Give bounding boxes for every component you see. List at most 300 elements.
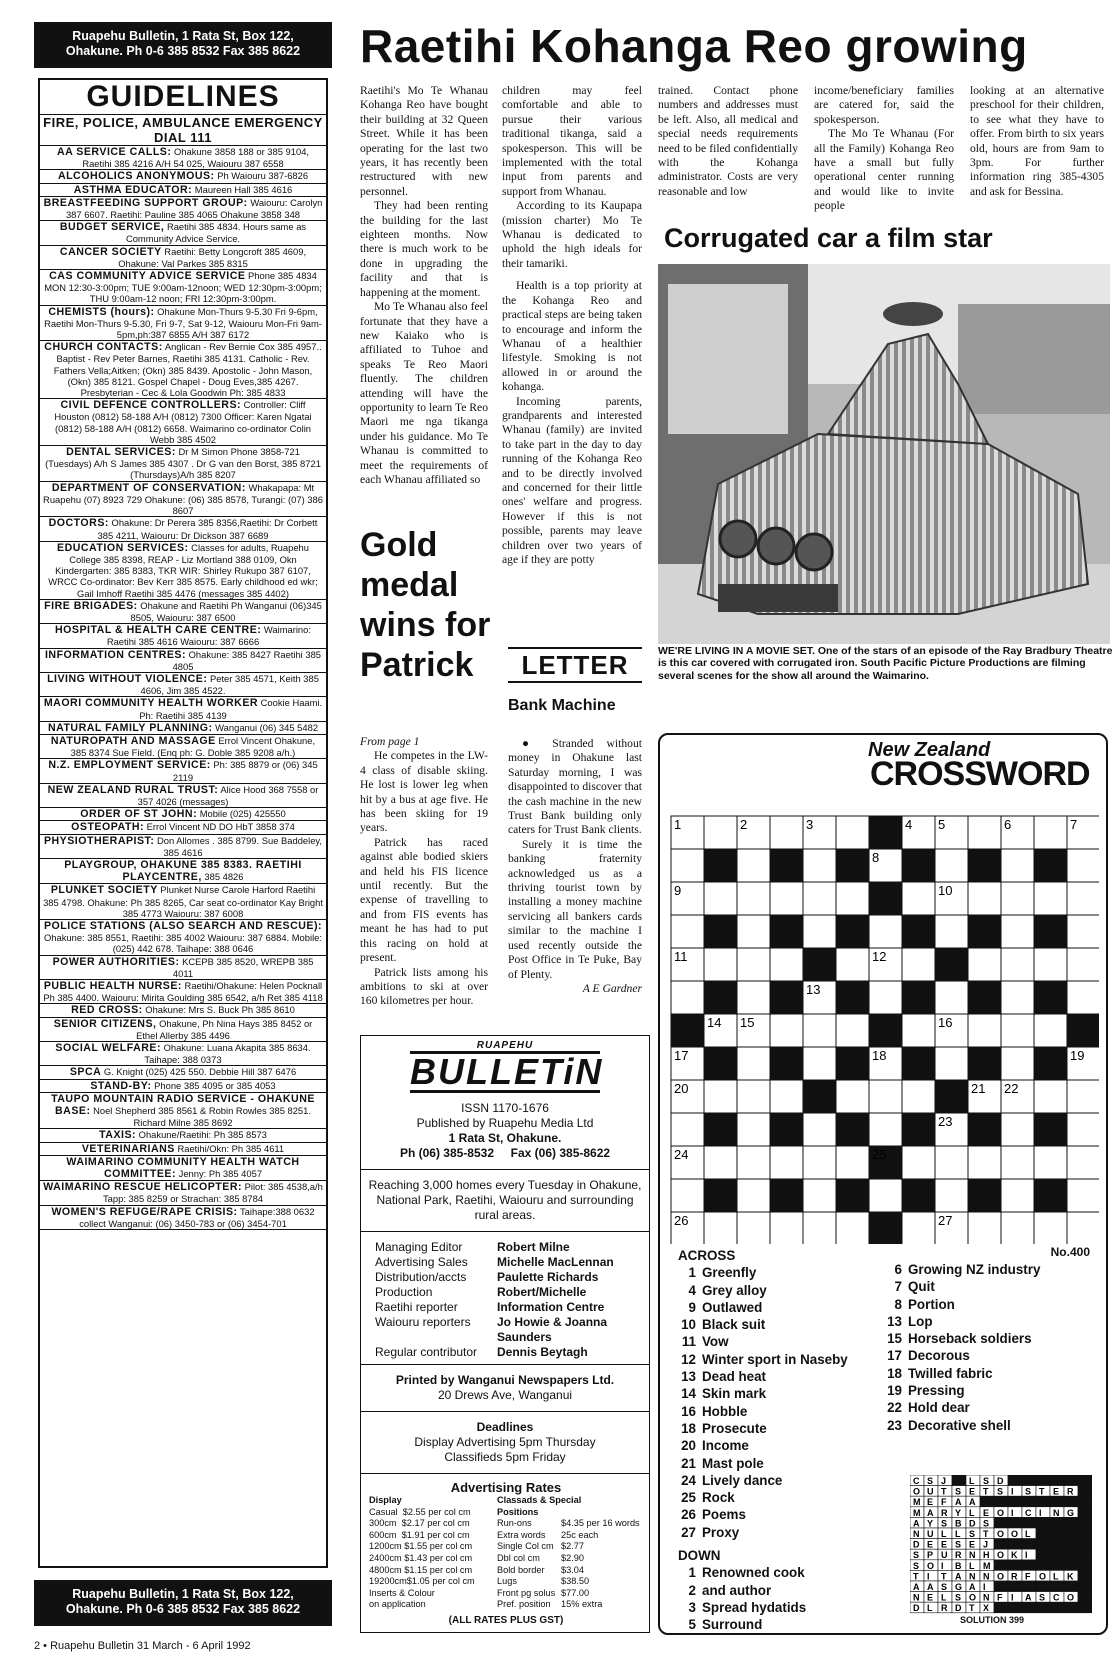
clue-text: Income — [702, 1438, 749, 1454]
clue — [884, 1261, 1100, 1278]
solution-letter: N — [913, 1592, 920, 1603]
solution-letter: S — [955, 1539, 962, 1550]
solution-letter: L — [969, 1507, 975, 1518]
clue-number: 16 — [681, 1403, 696, 1419]
grid-cell[interactable] — [968, 1146, 1001, 1179]
rate-row — [497, 1576, 643, 1588]
clue — [678, 1368, 888, 1385]
grid-cell[interactable] — [1034, 1014, 1067, 1047]
solution-letter: F — [1025, 1571, 1031, 1582]
grid-cell[interactable] — [902, 1212, 935, 1244]
grid-cell[interactable] — [704, 882, 737, 915]
guideline-heading: ASTHMA EDUCATOR: — [73, 183, 193, 196]
grid-cell[interactable] — [737, 1146, 770, 1179]
clue — [678, 1489, 888, 1506]
guideline-text: Pilot: 385 4538,a/h Tapp: 385 8259 or Strachan: 385 8784 — [102, 1181, 323, 1205]
guideline-entry — [40, 184, 326, 197]
guideline-heading: WOMEN'S REFUGE/RAPE CRISIS: — [51, 1205, 238, 1218]
clue-text: Vow — [702, 1334, 729, 1350]
rate-item: Dbl col cm — [497, 1552, 540, 1563]
staff-role: Regular contributor — [375, 1345, 478, 1359]
bulletin-logo: BULLETiN — [410, 1051, 604, 1092]
rates-heading: Advertising Rates — [450, 1480, 562, 1495]
grid-cell[interactable] — [935, 915, 968, 948]
guideline-heading: NATUROPATH AND MASSAGE — [50, 734, 216, 747]
grid-cell[interactable] — [671, 1113, 704, 1146]
clue-number: 26 — [681, 1507, 696, 1523]
black-square — [869, 882, 902, 915]
grid-cell[interactable] — [935, 1047, 968, 1080]
grid-cell[interactable] — [1001, 849, 1034, 882]
grid-cell[interactable] — [968, 816, 1001, 849]
grid-cell[interactable] — [1067, 882, 1099, 915]
grid-cell[interactable] — [1034, 882, 1067, 915]
grid-cell[interactable] — [704, 1146, 737, 1179]
grid-cell[interactable] — [704, 1212, 737, 1244]
grid-cell[interactable] — [836, 948, 869, 981]
grid-cell[interactable] — [803, 1047, 836, 1080]
guideline-text: Whakapapa: Mt Ruapehu (07) 8923 729 Ohakune: (06) 385 8578, Turangi: (07) 386 8607 — [43, 481, 323, 517]
guideline-heading: DEPARTMENT OF CONSERVATION: — [51, 481, 246, 494]
film-headline: Corrugated car a film star — [664, 223, 993, 253]
clue — [884, 1347, 1100, 1364]
grid-cell[interactable] — [902, 948, 935, 981]
clue-number: 22 — [887, 1400, 902, 1416]
grid-cell[interactable] — [803, 882, 836, 915]
solution-letter: O — [927, 1560, 935, 1571]
grid-cell[interactable] — [737, 915, 770, 948]
grid-cell[interactable] — [704, 1080, 737, 1113]
clue-text: Hobble — [702, 1403, 748, 1419]
paragraph: ● Stranded without money in Ohakune last Saturday morning, I was disappointed to discover that the cash machine in the new Trust Bank building only caters for Trust Bank clients. — [508, 737, 642, 837]
solution-letter: I — [1025, 1550, 1028, 1561]
solution-letter: A — [955, 1571, 962, 1582]
solution-cell — [1078, 1528, 1092, 1539]
down-heading: DOWN — [678, 1548, 721, 1564]
guideline-entry — [40, 221, 326, 245]
cell-number: 1 — [674, 817, 682, 832]
grid-cell[interactable] — [968, 882, 1001, 915]
grid-cell[interactable] — [1034, 1080, 1067, 1113]
grid-cell[interactable] — [737, 948, 770, 981]
letter-heading: LETTER — [508, 647, 642, 683]
guideline-entry — [40, 784, 326, 808]
cell-number: 18 — [872, 1048, 887, 1063]
clue-text: Twilled fabric — [908, 1365, 993, 1381]
rate-row — [497, 1588, 643, 1600]
clue-text: Black suit — [702, 1317, 766, 1333]
black-square — [704, 849, 737, 882]
grid-cell[interactable] — [935, 1179, 968, 1212]
guideline-heading: NEW ZEALAND RURAL TRUST: — [47, 783, 219, 796]
grid-cell[interactable] — [902, 1146, 935, 1179]
solution-letter: E — [983, 1507, 990, 1518]
grid-cell[interactable] — [1034, 816, 1067, 849]
solution-letter: S — [983, 1518, 990, 1529]
cell-number: 25 — [872, 1147, 887, 1162]
solution-letter: E — [969, 1539, 976, 1550]
grid-cell[interactable] — [1001, 882, 1034, 915]
grid-cell[interactable] — [836, 1212, 869, 1244]
paragraph: Incoming parents, grandparents and interested Whanau (family) are invited to take part in the day to day running of the Kohanga Reo and to be directly involved and concerned for their little ones' welfare and progress. However if this is not possible, parents may leave children over two years of age if they are potty — [502, 394, 642, 566]
guideline-entry — [40, 482, 326, 518]
grid-cell[interactable] — [869, 1080, 902, 1113]
grid-cell[interactable] — [770, 1080, 803, 1113]
cell-number: 19 — [1070, 1048, 1085, 1063]
staff-name: Dennis Beytagh — [497, 1345, 588, 1359]
guideline-text: Ohakune Mon-Thurs 9-5.30 Fri 9-6pm, Raetihi Mon-Thurs 9-5.30, Fri 9-7, Sat 9-12, Waiouru Mon-Fri 9am-5pm,ph:387 6855 A/H 387 6172 — [44, 305, 322, 341]
crossword-grid[interactable] — [670, 815, 1099, 1244]
grid-cell[interactable] — [968, 1212, 1001, 1244]
kohanga-col-3 — [658, 84, 798, 199]
grid-cell[interactable] — [1067, 1179, 1099, 1212]
solution-letter: T — [941, 1486, 947, 1497]
staff-row — [375, 1315, 643, 1345]
black-square — [704, 981, 737, 1014]
grid-cell[interactable] — [704, 816, 737, 849]
black-square — [1034, 1113, 1067, 1146]
grid-cell[interactable] — [935, 1146, 968, 1179]
staff-name: Paulette Richards — [497, 1270, 599, 1284]
kohanga-col-2 — [502, 84, 642, 567]
clue-number: 21 — [681, 1455, 696, 1471]
solution-letter: I — [927, 1571, 930, 1582]
crossword-panel — [658, 733, 1108, 1635]
solution-letter: F — [941, 1497, 947, 1508]
paragraph: trained. Contact phone numbers and addresses must be left. Also, all medical and special needs requirements need to be filed confidentially with the Kohanga administrator. Costs are very reasonable and low — [658, 84, 798, 198]
paragraph: Raetihi's Mo Te Whanau Kohanga Reo have bought their building at 32 Queen Street. While it has been operating for the last two years, it has recently been restructured with new personnel. — [360, 84, 488, 198]
black-square — [968, 1047, 1001, 1080]
solution-cell — [1078, 1602, 1092, 1613]
staff-role: Waiouru reporters — [375, 1315, 471, 1329]
black-square — [704, 915, 737, 948]
guideline-entry — [40, 759, 326, 783]
grid-cell[interactable] — [836, 882, 869, 915]
guideline-entry — [40, 624, 326, 648]
solution-letter: O — [997, 1529, 1005, 1539]
grid-cell[interactable] — [1001, 1014, 1034, 1047]
page-footer: 2 • Ruapehu Bulletin 31 March - 6 April 1992 — [34, 1640, 251, 1652]
grid-cell[interactable] — [1067, 981, 1099, 1014]
rate-price: $38.50 — [561, 1576, 590, 1587]
solution-cell — [1064, 1560, 1078, 1571]
phone-fax: Ph (06) 385-8532 Fax (06) 385-8622 — [399, 1146, 611, 1160]
solution-letter: I — [1039, 1507, 1042, 1518]
solution-letter: D — [969, 1518, 976, 1529]
solution-letter: N — [983, 1571, 990, 1582]
grid-cell[interactable] — [803, 849, 836, 882]
staff-row — [375, 1285, 643, 1300]
letter-body — [508, 737, 642, 996]
black-square — [1034, 915, 1067, 948]
grid-cell[interactable] — [1067, 1146, 1099, 1179]
solution-cell — [1008, 1560, 1022, 1571]
grid-cell[interactable] — [803, 1014, 836, 1047]
guideline-text: Alice Hood 368 7558 or 357 4026 (messages) — [137, 783, 319, 807]
clue-text: Hold dear — [908, 1400, 970, 1416]
guideline-entry — [40, 1080, 326, 1093]
solution-cell — [1078, 1560, 1092, 1571]
guideline-entry — [40, 1206, 326, 1230]
guideline-heading: ORDER OF ST JOHN: — [80, 808, 198, 821]
guideline-entry — [40, 722, 326, 735]
black-square — [1034, 849, 1067, 882]
grid-cell[interactable] — [803, 1113, 836, 1146]
clue-text: Greenfly — [702, 1265, 757, 1281]
solution-cell — [1050, 1560, 1064, 1571]
grid-cell[interactable] — [1001, 1212, 1034, 1244]
grid-cell[interactable] — [1067, 1212, 1099, 1244]
solution-cell — [1036, 1496, 1050, 1507]
guideline-heading: ALCOHOLICS ANONYMOUS: — [57, 170, 215, 183]
guideline-heading: LIVING WITHOUT VIOLENCE: — [47, 672, 208, 685]
guideline-heading: WAIMARINO RESCUE HELICOPTER: — [43, 1181, 242, 1194]
grid-cell[interactable] — [1034, 1212, 1067, 1244]
guideline-heading: PUBLIC HEALTH NURSE: — [43, 980, 182, 993]
grid-cell[interactable] — [902, 1080, 935, 1113]
clue-text: Lively dance — [702, 1472, 783, 1488]
grid-cell[interactable] — [869, 1179, 902, 1212]
clue-text: Outlawed — [702, 1299, 763, 1315]
grid-cell[interactable] — [902, 882, 935, 915]
grid-cell[interactable] — [803, 1146, 836, 1179]
black-square — [770, 915, 803, 948]
grid-cell[interactable] — [704, 948, 737, 981]
gold-article — [360, 735, 488, 1009]
grid-cell[interactable] — [803, 1179, 836, 1212]
solution-letter: O — [1011, 1529, 1019, 1539]
grid-cell[interactable] — [770, 1014, 803, 1047]
clue-text: Spread hydatids — [702, 1599, 807, 1615]
grid-cell[interactable] — [836, 1080, 869, 1113]
solution-letter: B — [955, 1560, 962, 1571]
solution-cell — [1078, 1517, 1092, 1528]
solution-cell — [1078, 1486, 1092, 1497]
guideline-entry — [40, 1042, 326, 1066]
rate-row: on application — [369, 1599, 426, 1610]
grid-cell[interactable] — [737, 1212, 770, 1244]
contact-line-2: Ohakune. Ph 0-6 385 8532 Fax 385 8622 — [65, 44, 301, 58]
solution-letter: L — [1053, 1571, 1059, 1582]
grid-cell[interactable] — [1001, 1179, 1034, 1212]
rate-row — [497, 1541, 643, 1553]
grid-cell[interactable] — [1067, 948, 1099, 981]
guideline-heading: CIVIL DEFENCE CONTROLLERS: — [60, 399, 242, 412]
guideline-entry — [40, 884, 326, 920]
grid-cell[interactable] — [1067, 1113, 1099, 1146]
grid-cell[interactable] — [1001, 948, 1034, 981]
logo-small: RUAPEHU — [476, 1040, 534, 1051]
grid-cell[interactable] — [803, 915, 836, 948]
guideline-entry — [40, 446, 326, 482]
paragraph: Mo Te Whanau also feel fortunate that they have a new Kaiako who is affiliated to Tuhoe and speaks Te Reo Maori fluently. The children attending will have the opportunity to learn Te Reo Maori me nga tikanga under his guidance. Mo Te Whanau is committed to meet the requirements of each Whanau affiliated so — [360, 300, 488, 486]
grid-cell[interactable] — [737, 981, 770, 1014]
solution-letter: A — [969, 1497, 976, 1508]
cell-number: 6 — [1004, 817, 1012, 832]
guideline-heading: SOCIAL WELFARE: — [55, 1042, 161, 1055]
grid-cell[interactable] — [671, 1179, 704, 1212]
clue-number: 2 — [688, 1582, 696, 1598]
solution-letter: E — [1053, 1486, 1060, 1497]
black-square — [968, 981, 1001, 1014]
solution-letter: A — [1025, 1592, 1032, 1603]
grid-cell[interactable] — [836, 1014, 869, 1047]
black-square — [1034, 981, 1067, 1014]
paragraph: looking at an alternative preschool for their children, to see what they have to offer. From birth to six years old, hours are from 9am to 3pm. For further information ring 385-4305 and ask for Bessina. — [970, 84, 1104, 198]
solution-cell — [1008, 1581, 1022, 1592]
solution-letter: A — [955, 1497, 962, 1508]
black-square — [704, 1179, 737, 1212]
grid-cell[interactable] — [836, 1146, 869, 1179]
grid-cell[interactable] — [770, 1146, 803, 1179]
solution-letter: A — [927, 1507, 934, 1518]
grid-cell[interactable] — [770, 1212, 803, 1244]
guideline-text: Noel Shepherd 385 8561 & Robin Rowles 385 8251. Richard Milne 385 8692 — [90, 1105, 311, 1129]
staff-name: Robert Milne — [497, 1240, 570, 1254]
black-square — [704, 1113, 737, 1146]
paragraph: income/beneficiary families are catered for, said the spokesperson. — [814, 84, 954, 126]
cell-number: 4 — [905, 817, 913, 832]
solution-cell — [1022, 1560, 1036, 1571]
grid-cell[interactable] — [1001, 1146, 1034, 1179]
guideline-entry — [40, 1066, 326, 1079]
display-rates — [369, 1495, 497, 1611]
clue-text: Winter sport in Naseby — [702, 1351, 848, 1367]
guideline-heading: TAXIS: — [99, 1129, 137, 1142]
black-square — [968, 1179, 1001, 1212]
solution-cell — [1050, 1475, 1064, 1486]
rate-item: Bold border — [497, 1564, 545, 1575]
grid-cell[interactable] — [737, 1047, 770, 1080]
rate-item: Single Col cm — [497, 1541, 554, 1552]
guideline-entry — [40, 170, 326, 183]
guideline-entry — [40, 341, 326, 399]
grid-cell[interactable] — [671, 981, 704, 1014]
solution-cell — [1078, 1549, 1092, 1560]
grid-cell[interactable] — [1001, 1047, 1034, 1080]
solution-letter: C — [1025, 1507, 1032, 1518]
staff-name: Information Centre — [497, 1300, 605, 1314]
clue — [678, 1524, 888, 1541]
solution-cell — [994, 1581, 1008, 1592]
clue-text: Pressing — [908, 1383, 965, 1399]
grid-cell[interactable] — [836, 816, 869, 849]
clue-number: 18 — [681, 1420, 696, 1436]
guideline-entry — [40, 1004, 326, 1017]
clue — [678, 1403, 888, 1420]
staff-row — [375, 1300, 643, 1315]
grid-cell[interactable] — [671, 915, 704, 948]
grid-cell[interactable] — [737, 1179, 770, 1212]
solution-cell — [1050, 1602, 1064, 1613]
clue-text: Decorous — [908, 1348, 970, 1364]
grid-cell[interactable] — [1001, 915, 1034, 948]
guideline-entry — [40, 980, 326, 1004]
grid-cell[interactable] — [869, 981, 902, 1014]
grid-cell[interactable] — [737, 1113, 770, 1146]
solution-cell — [1008, 1539, 1022, 1550]
grid-cell[interactable] — [737, 849, 770, 882]
clue-number: 1 — [688, 1565, 696, 1581]
grid-cell[interactable] — [968, 948, 1001, 981]
grid-cell[interactable] — [803, 1212, 836, 1244]
grid-cell[interactable] — [671, 849, 704, 882]
grid-cell[interactable] — [1034, 1146, 1067, 1179]
solution-letter: P — [927, 1550, 934, 1561]
clue-text: Surround — [702, 1617, 763, 1633]
grid-cell[interactable] — [1001, 1113, 1034, 1146]
grid-cell[interactable] — [737, 1080, 770, 1113]
grid-cell[interactable] — [968, 1014, 1001, 1047]
guideline-text: Ohakune: Luana Akapita 385 8634. Taihape: 388 0373 — [144, 1042, 311, 1066]
solution-cell — [1064, 1581, 1078, 1592]
guideline-entry — [40, 1143, 326, 1156]
solution-letter: O — [1039, 1571, 1047, 1582]
grid-cell[interactable] — [1067, 849, 1099, 882]
solution-cell — [1050, 1517, 1064, 1528]
solution-letter: M — [983, 1560, 991, 1571]
solution-letter: O — [913, 1486, 921, 1497]
caption-lead: WE'RE LIVING IN A MOVIE SET. — [658, 645, 815, 657]
guideline-heading: NATURAL FAMILY PLANNING: — [47, 721, 213, 734]
guideline-heading: FIRE, POLICE, AMBULANCE EMERGENCY DIAL 111 — [43, 115, 323, 145]
black-square — [836, 1113, 869, 1146]
grid-cell[interactable] — [1034, 948, 1067, 981]
guideline-entry — [40, 673, 326, 697]
clue-number: 5 — [688, 1617, 696, 1633]
grid-cell[interactable] — [1001, 981, 1034, 1014]
clue-text: Prosecute — [702, 1420, 767, 1436]
guideline-text: Ohakune: 385 8551, Raetihi: 385 4002 Waiouru: 387 6884. Mobile: (025) 442 678. Taihape: 388 0646 — [44, 932, 322, 955]
guideline-heading: VETERINARIANS — [81, 1142, 175, 1155]
grid-cell[interactable] — [902, 1014, 935, 1047]
publisher: Published by Ruapehu Media Ltd — [416, 1116, 594, 1130]
grid-cell[interactable] — [869, 915, 902, 948]
black-square — [902, 849, 935, 882]
staff-list — [361, 1231, 649, 1364]
grid-cell[interactable] — [770, 882, 803, 915]
guideline-text: Plunket Nurse Carole Harford Raetihi 385 4798. Ohakune: Ph 385 8265, Car seat co-ordinator Kay Bright 385 4773 Waiouru: 387 6008 — [43, 884, 323, 919]
grid-cell[interactable] — [935, 981, 968, 1014]
guideline-text: Raetihi/Ohakune: Helen Pocknall Ph 385 4400. Waiouru: Mirita Goulding 385 6542, a/h Ret 385 4118 — [43, 980, 323, 1004]
solution-letter: S — [913, 1560, 920, 1571]
guideline-entry — [40, 859, 326, 884]
guideline-text: KCEPB 385 8520, WREPB 385 4011 — [172, 955, 314, 979]
solution-letter: Y — [955, 1507, 962, 1518]
grid-cell[interactable] — [737, 882, 770, 915]
grid-cell[interactable] — [1067, 915, 1099, 948]
clue-number: 27 — [681, 1524, 696, 1540]
clues-left — [678, 1247, 888, 1634]
contact-line-1: Ruapehu Bulletin, 1 Rata St, Box 122, — [72, 1587, 294, 1601]
grid-cell[interactable] — [770, 816, 803, 849]
clue-number: 4 — [688, 1282, 696, 1298]
grid-cell[interactable] — [869, 1113, 902, 1146]
black-square — [902, 1047, 935, 1080]
clue-text: Skin mark — [702, 1386, 767, 1402]
staff-name: Jo Howie & Joanna Saunders — [497, 1315, 608, 1344]
solution-letter: R — [941, 1507, 948, 1518]
solution-letter: S — [1039, 1592, 1046, 1603]
grid-cell[interactable] — [1067, 1080, 1099, 1113]
black-square — [902, 1113, 935, 1146]
guidelines-list — [40, 115, 326, 1230]
grid-cell[interactable] — [935, 849, 968, 882]
cell-number: 8 — [872, 850, 880, 865]
clue-number: 6 — [894, 1262, 902, 1277]
guideline-entry — [40, 1129, 326, 1142]
grid-cell[interactable] — [770, 948, 803, 981]
